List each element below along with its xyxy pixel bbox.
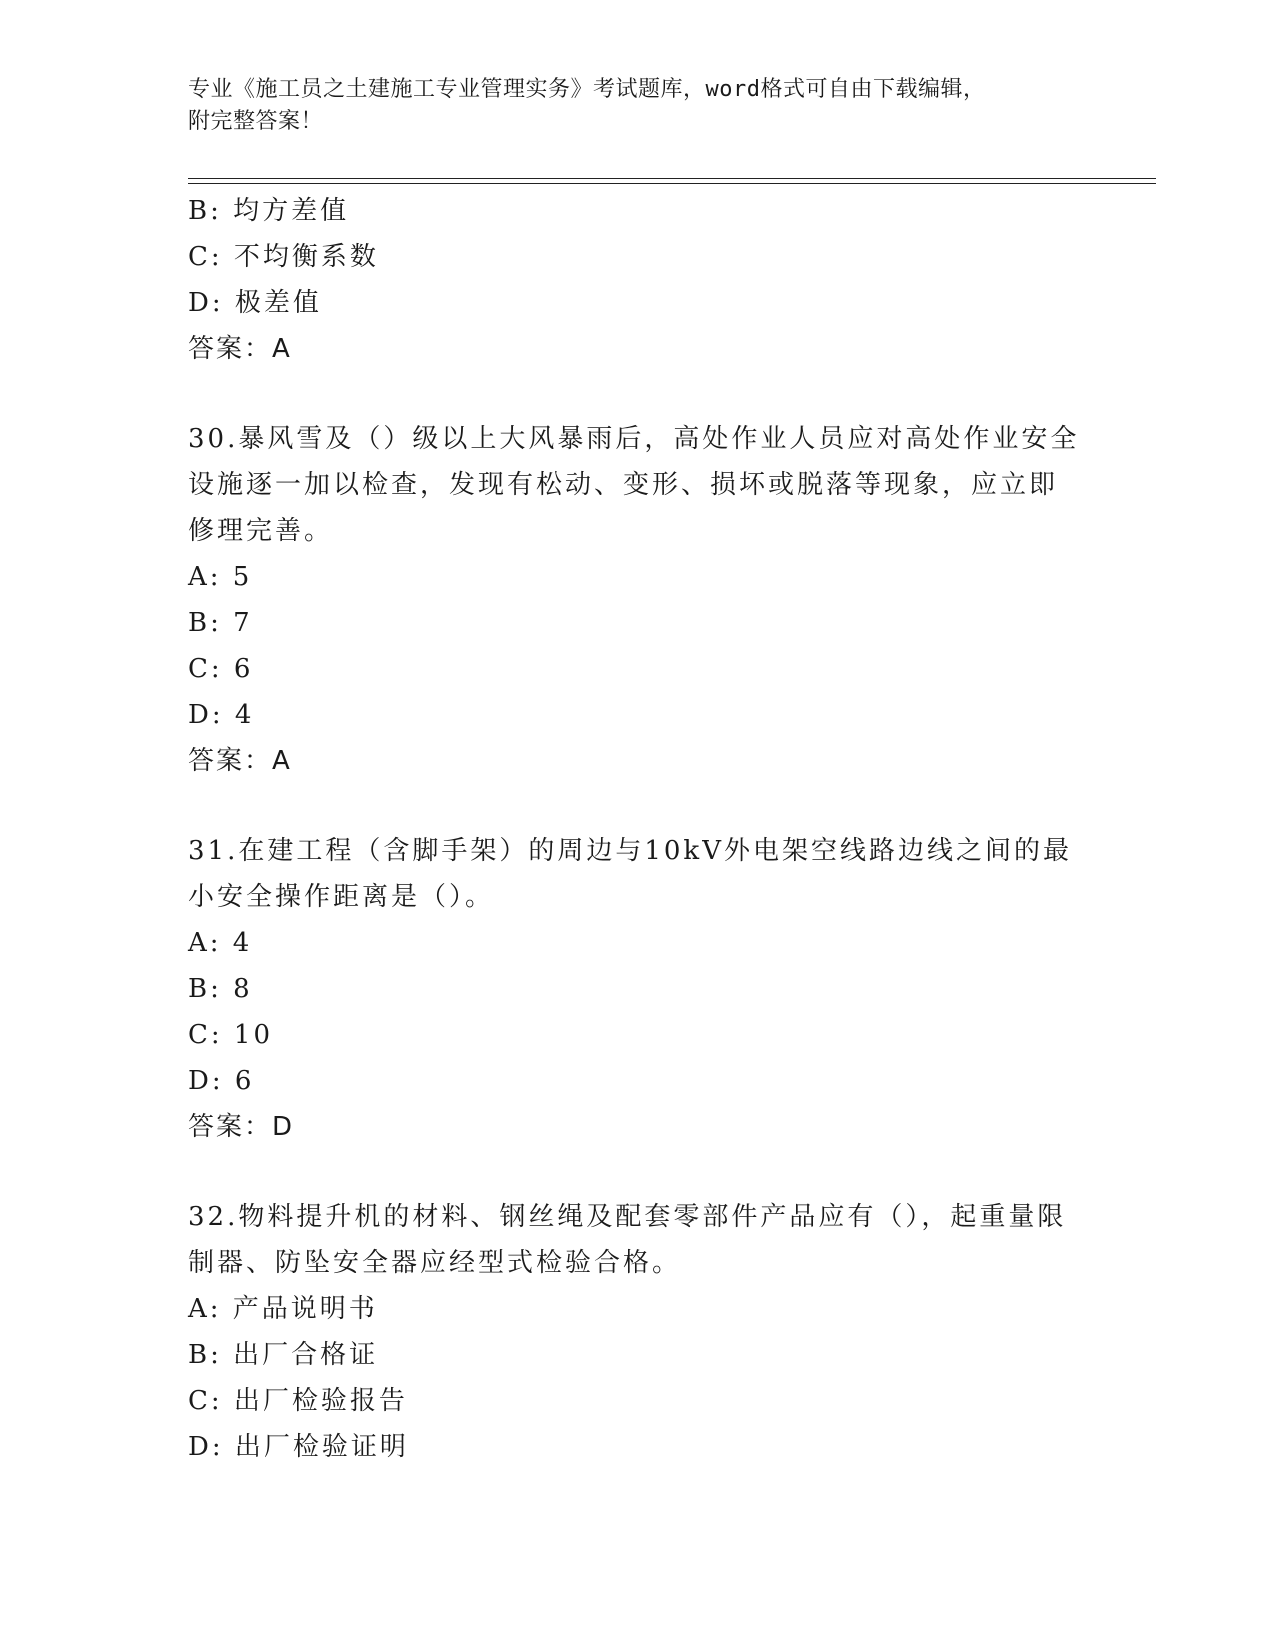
- option-d: D: 6: [188, 1066, 255, 1096]
- option-a: A: 4: [188, 928, 253, 958]
- question-text-line: 31.在建工程（含脚手架）的周边与10kV外电架空线路边线之间的最: [188, 836, 1072, 866]
- question-30: [188, 416, 1088, 784]
- question-text-line: 设施逐一加以检查，发现有松动、变形、损坏或脱落等现象，应立即: [188, 470, 1059, 500]
- question-text-line: 修理完善。: [188, 516, 334, 546]
- header-line-1: 专业《施工员之土建施工专业管理实务》考试题库，word格式可自由下载编辑，: [188, 77, 986, 102]
- question-32: [188, 1194, 1088, 1470]
- option-a: A: 产品说明书: [188, 1294, 378, 1324]
- page-header: [188, 74, 1068, 138]
- question-text-line: 小安全操作距离是（）。: [188, 882, 495, 912]
- question-text-line: 30.暴风雪及（）级以上大风暴雨后，高处作业人员应对高处作业安全: [188, 424, 1080, 454]
- option-b: B: 均方差值: [188, 196, 350, 226]
- option-c: C: 出厂检验报告: [188, 1386, 408, 1416]
- question-text-line: 32.物料提升机的材料、钢丝绳及配套零部件产品应有（），起重量限: [188, 1202, 1067, 1232]
- option-b: B: 出厂合格证: [188, 1340, 379, 1370]
- question-31: [188, 828, 1088, 1150]
- option-c: C: 不均衡系数: [188, 242, 379, 272]
- option-d: D: 4: [188, 700, 255, 730]
- option-a: A: 5: [188, 562, 253, 592]
- question-text-line: 制器、防坠安全器应经型式检验合格。: [188, 1248, 682, 1278]
- question-fragment: [188, 188, 1088, 372]
- header-divider-top: [188, 178, 1156, 179]
- header-divider-bottom: [188, 183, 1156, 184]
- answer-line: 答案：A: [188, 746, 292, 776]
- option-c: C: 10: [188, 1020, 274, 1050]
- header-line-2: 附完整答案！: [188, 109, 324, 134]
- option-d: D: 极差值: [188, 288, 322, 318]
- option-d: D: 出厂检验证明: [188, 1432, 409, 1462]
- option-c: C: 6: [188, 654, 254, 684]
- question-list: [188, 188, 1088, 1470]
- answer-line: 答案：A: [188, 334, 292, 364]
- option-b: B: 8: [188, 974, 253, 1004]
- option-b: B: 7: [188, 608, 253, 638]
- answer-line: 答案：D: [188, 1112, 295, 1142]
